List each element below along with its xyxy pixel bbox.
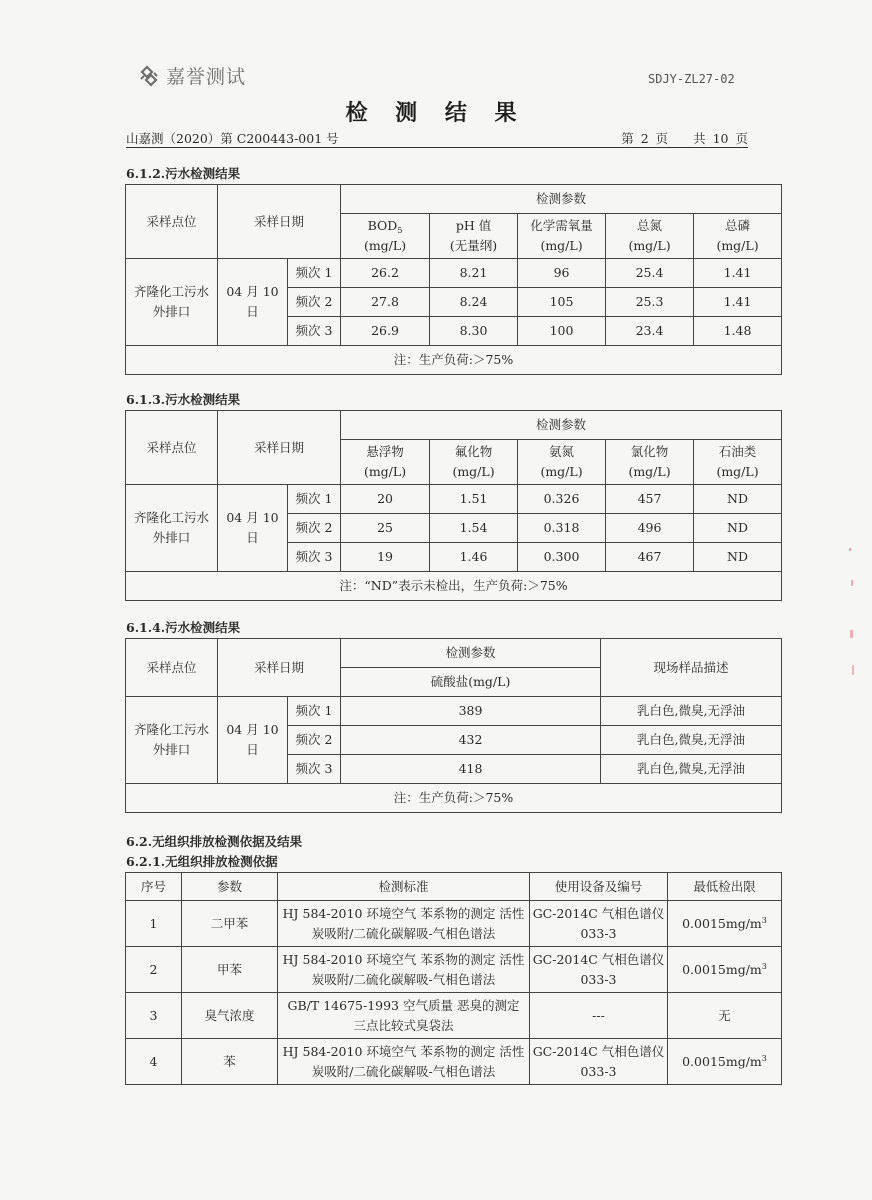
value-cell: 96	[518, 259, 606, 288]
limit-cell: $0.0015mg/m^3$	[668, 901, 782, 947]
table-row	[126, 485, 782, 514]
results-table-6-1-2	[125, 184, 782, 375]
header-date: 采样日期	[218, 185, 341, 259]
param-header: 氯化物 (mg/L)	[606, 440, 694, 485]
batch-cell: 频次 1	[288, 485, 341, 514]
value-cell: 432	[341, 726, 601, 755]
site-cell: 齐隆化工污水外排口	[126, 485, 218, 572]
param-header: 总氮 (mg/L)	[606, 214, 694, 259]
param-header: 氨氮 (mg/L)	[518, 440, 606, 485]
subsection-heading: 6.2.1.无组织排放检测依据	[126, 854, 278, 869]
header-site: 采样点位	[126, 411, 218, 485]
table-row	[126, 993, 782, 1039]
param-header: 石油类 (mg/L)	[694, 440, 782, 485]
value-cell: 19	[341, 543, 430, 572]
value-cell: 1.54	[430, 514, 518, 543]
column-header: 序号	[126, 873, 182, 901]
header-site: 采样点位	[126, 185, 218, 259]
column-header: 使用设备及编号	[530, 873, 668, 901]
value-cell: ND	[694, 543, 782, 572]
header-params: 检测参数	[341, 185, 782, 214]
description-cell: 乳白色,微臭,无浮油	[601, 697, 782, 726]
equipment-cell: ---	[530, 993, 668, 1039]
limit-cell: $0.0015mg/m^3$	[668, 947, 782, 993]
param-header: pH 值 (无量纲)	[430, 214, 518, 259]
value-cell: 496	[606, 514, 694, 543]
limit-cell: 无	[668, 993, 782, 1039]
column-header: 参数	[182, 873, 278, 901]
param-header: $BOD_5$ (mg/L)	[341, 214, 430, 259]
value-cell: 25.4	[606, 259, 694, 288]
param-header: 悬浮物 (mg/L)	[341, 440, 430, 485]
table-row	[126, 947, 782, 993]
standard-cell: HJ 584-2010 环境空气 苯系物的测定 活性炭吸附/二硫化碳解吸-气相色谱法	[278, 901, 530, 947]
batch-cell: 频次 3	[288, 755, 341, 784]
method-table-6-2-1	[125, 872, 782, 1085]
value-cell: 0.318	[518, 514, 606, 543]
param-header: 化学需氧量 (mg/L)	[518, 214, 606, 259]
company-logo	[138, 62, 246, 89]
table-row	[126, 259, 782, 288]
parameter-cell: 臭气浓度	[182, 993, 278, 1039]
batch-cell: 频次 2	[288, 726, 341, 755]
header-site: 采样点位	[126, 639, 218, 697]
standard-cell: HJ 584-2010 环境空气 苯系物的测定 活性炭吸附/二硫化碳解吸-气相色谱法	[278, 947, 530, 993]
table-note: 注：生产负荷:＞75%	[126, 784, 782, 813]
batch-cell: 频次 1	[288, 259, 341, 288]
section-heading: 6.1.3.污水检测结果	[126, 392, 241, 407]
value-cell: 26.9	[341, 317, 430, 346]
report-number: 山嘉测（2020）第 C200443-001 号	[126, 131, 339, 146]
value-cell: ND	[694, 485, 782, 514]
standard-cell: GB/T 14675-1993 空气质量 恶臭的测定 三点比较式臭袋法	[278, 993, 530, 1039]
header-date: 采样日期	[218, 639, 341, 697]
date-cell: 04 月 10 日	[218, 259, 288, 346]
date-cell: 04 月 10 日	[218, 697, 288, 784]
site-cell: 齐隆化工污水外排口	[126, 697, 218, 784]
value-cell: 8.21	[430, 259, 518, 288]
row-number: 2	[126, 947, 182, 993]
row-number: 4	[126, 1039, 182, 1085]
value-cell: 23.4	[606, 317, 694, 346]
value-cell: 20	[341, 485, 430, 514]
section-heading: 6.1.2.污水检测结果	[126, 166, 241, 181]
value-cell: 0.300	[518, 543, 606, 572]
row-number: 1	[126, 901, 182, 947]
batch-cell: 频次 2	[288, 514, 341, 543]
results-table-6-1-4	[125, 638, 782, 813]
description-cell: 乳白色,微臭,无浮油	[601, 726, 782, 755]
value-cell: 25.3	[606, 288, 694, 317]
value-cell: 418	[341, 755, 601, 784]
batch-cell: 频次 2	[288, 288, 341, 317]
site-cell: 齐隆化工污水外排口	[126, 259, 218, 346]
value-cell: 1.41	[694, 259, 782, 288]
value-cell: 1.41	[694, 288, 782, 317]
table-row	[126, 901, 782, 947]
standard-cell: HJ 584-2010 环境空气 苯系物的测定 活性炭吸附/二硫化碳解吸-气相色谱法	[278, 1039, 530, 1085]
table-row	[126, 1039, 782, 1085]
limit-cell: $0.0015mg/m^3$	[668, 1039, 782, 1085]
header-params: 检测参数	[341, 639, 601, 668]
param-header: 氟化物 (mg/L)	[430, 440, 518, 485]
header-date: 采样日期	[218, 411, 341, 485]
param-header: 总磷 (mg/L)	[694, 214, 782, 259]
parameter-cell: 二甲苯	[182, 901, 278, 947]
table-row	[126, 697, 782, 726]
report-info-line	[126, 129, 748, 148]
page-number: 第 2 页 共 10 页	[621, 131, 748, 146]
value-cell: 27.8	[341, 288, 430, 317]
equipment-cell: GC-2014C 气相色谱仪 033-3	[530, 947, 668, 993]
value-cell: 105	[518, 288, 606, 317]
seam-stamp-icon	[846, 540, 858, 700]
value-cell: 8.24	[430, 288, 518, 317]
column-header: 检测标准	[278, 873, 530, 901]
value-cell: 1.48	[694, 317, 782, 346]
description-cell: 乳白色,微臭,无浮油	[601, 755, 782, 784]
table-note: 注：“ND”表示未检出，生产负荷:＞75%	[126, 572, 782, 601]
value-cell: 1.46	[430, 543, 518, 572]
batch-cell: 频次 1	[288, 697, 341, 726]
value-cell: 389	[341, 697, 601, 726]
value-cell: 26.2	[341, 259, 430, 288]
value-cell: 1.51	[430, 485, 518, 514]
value-cell: ND	[694, 514, 782, 543]
value-cell: 0.326	[518, 485, 606, 514]
column-header: 最低检出限	[668, 873, 782, 901]
page-title: 检 测 结 果	[345, 100, 527, 126]
document-code: SDJY-ZL27-02	[648, 72, 735, 86]
value-cell: 8.30	[430, 317, 518, 346]
row-number: 3	[126, 993, 182, 1039]
header-params: 检测参数	[341, 411, 782, 440]
results-table-6-1-3	[125, 410, 782, 601]
batch-cell: 频次 3	[288, 317, 341, 346]
value-cell: 100	[518, 317, 606, 346]
param-header: 硫酸盐(mg/L)	[341, 668, 601, 697]
equipment-cell: GC-2014C 气相色谱仪 033-3	[530, 901, 668, 947]
value-cell: 457	[606, 485, 694, 514]
value-cell: 467	[606, 543, 694, 572]
parameter-cell: 甲苯	[182, 947, 278, 993]
batch-cell: 频次 3	[288, 543, 341, 572]
date-cell: 04 月 10 日	[218, 485, 288, 572]
value-cell: 25	[341, 514, 430, 543]
equipment-cell: GC-2014C 气相色谱仪 033-3	[530, 1039, 668, 1085]
parameter-cell: 苯	[182, 1039, 278, 1085]
header-description: 现场样品描述	[601, 639, 782, 697]
section-heading: 6.1.4.污水检测结果	[126, 620, 241, 635]
table-note: 注：生产负荷:＞75%	[126, 346, 782, 375]
brand-name: 嘉誉测试	[166, 66, 247, 88]
logo-mark-icon	[138, 65, 160, 87]
section-heading: 6.2.无组织排放检测依据及结果	[126, 834, 303, 849]
